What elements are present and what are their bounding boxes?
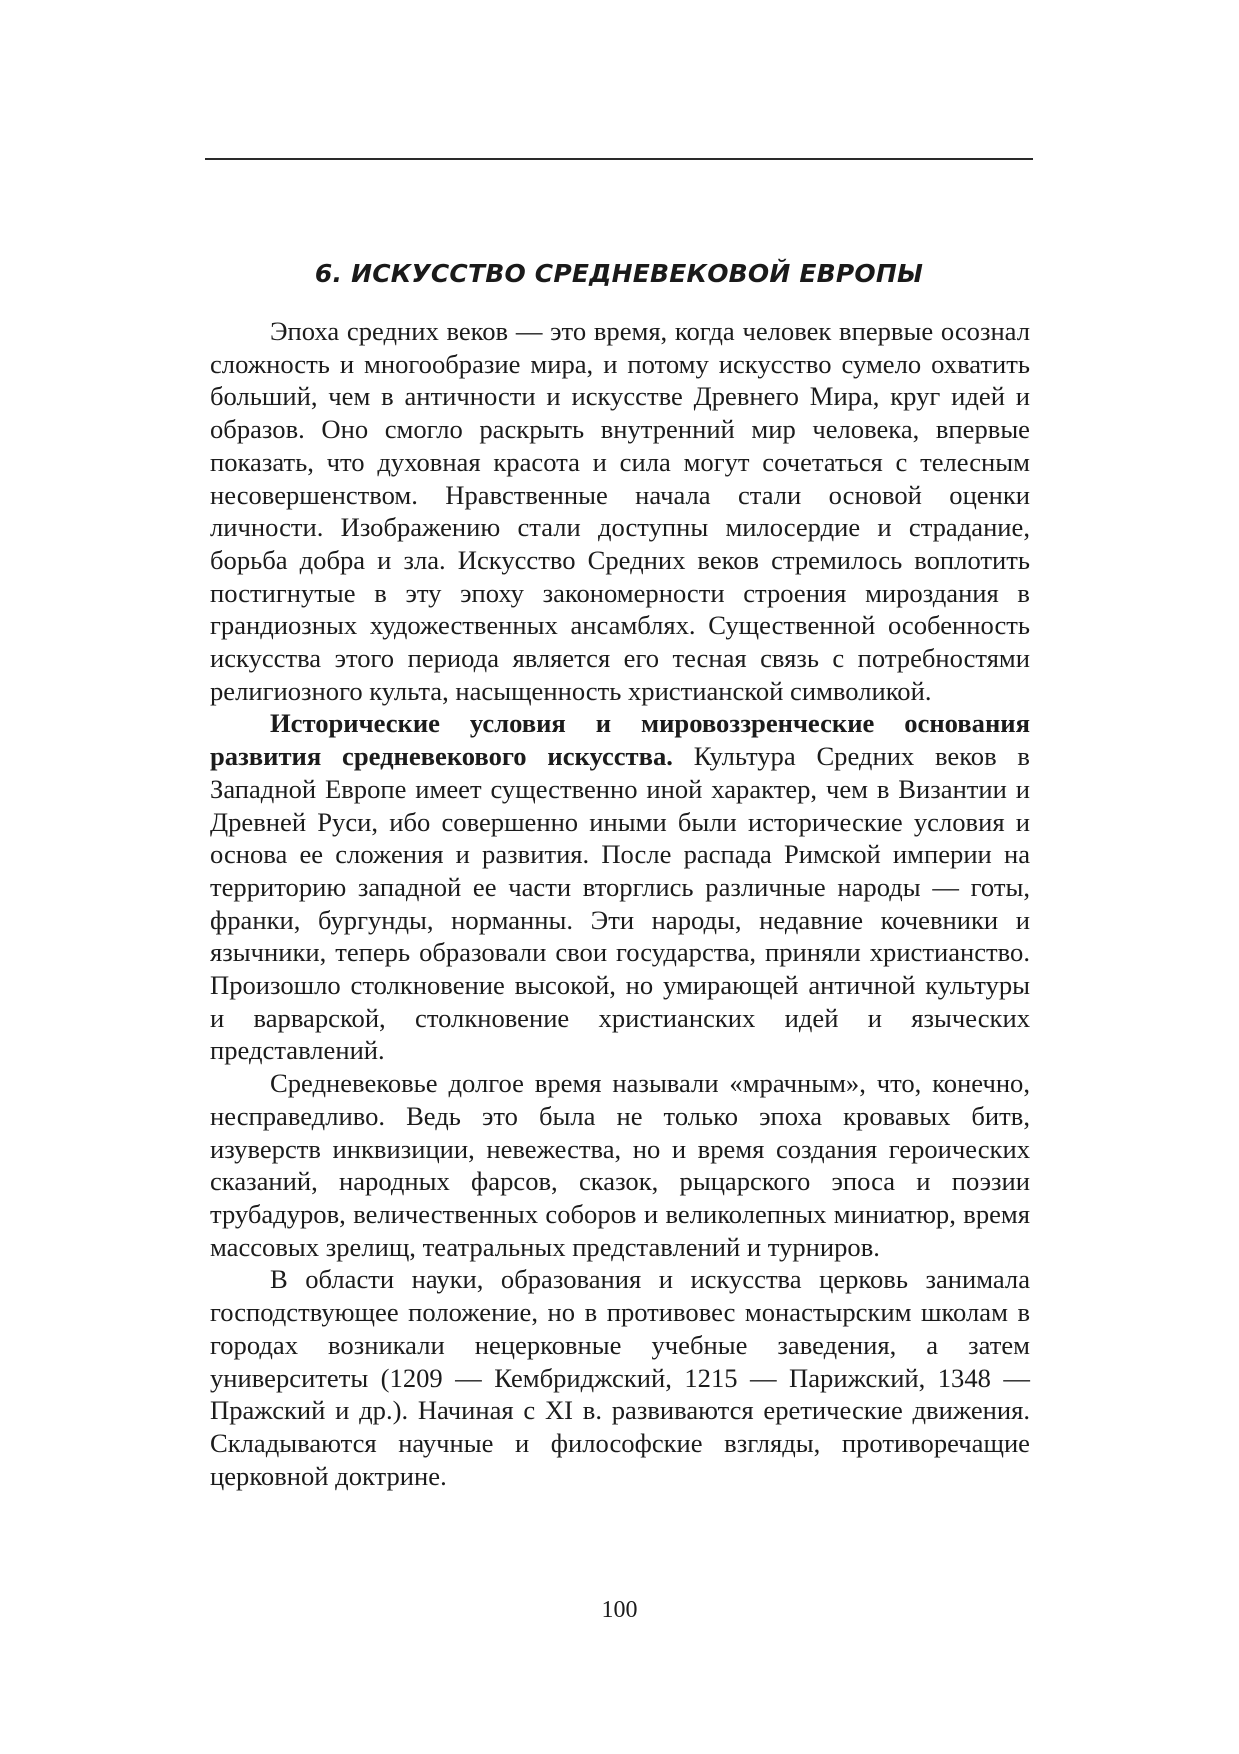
chapter-title: 6. ИСКУССТВО СРЕДНЕВЕКОВОЙ ЕВРОПЫ: [314, 259, 924, 288]
body-text: [210, 315, 1030, 1492]
paragraph-text: Культура Средних веков в Западной Европе имеет существенно иной характер, чем в Византии и Древней Руси, ибо совершенно иными были исторические условия и основа ее сложения и развития. После распада Римской империи на территорию западной ее части вторглись различные народы — готы, франки, бургунды, норманны. Эти народы, недавние кочевники и язычники, теперь образовали свои государства, приняли христианство. Произошло столкновение высокой, но умирающей античной культуры и варварской, столкновение христианских идей и языческих представлений.: [210, 741, 1030, 1066]
paragraph-intro: [210, 315, 1030, 707]
paragraph-lead: Исторические условия и мировоззренческие основания развития средневекового искусства.: [210, 708, 1030, 772]
paragraph-text: В области науки, образования и искусства церковь занимала господствующее положение, но в противовес монастырским школам в городах возникали нецерковные учебные заведения, а затем университеты (1209 — Кембриджский, 1215 — Парижский, 1348 — Пражский и др.). Начиная с XI в. развиваются еретические движения. Складываются научные и философские взгляды, противоречащие церковной доктрине.: [210, 1264, 1030, 1491]
paragraph-historical-conditions: [210, 707, 1030, 1067]
paragraph-text: Эпоха средних веков — это время, когда человек впервые осознал сложность и многообразие мира, и потому искусство сумело охватить больший, чем в античности и искусстве Древнего Мира, круг идей и образов. Оно смогло раскрыть внутренний мир человека, впервые показать, что духовная красота и сила могут сочетаться с телесным несовершенством. Нравственные начала стали основой оценки личности. Изображению стали доступны милосердие и страдание, борьба добра и зла. Искусство Средних веков стремилось воплотить постигнутые в эту эпоху закономерности строения мироздания в грандиозных художественных ансамблях. Существенной особенность искусства этого периода является его тесная связь с потребностями религиозного культа, насыщенность христианской символикой.: [210, 316, 1030, 706]
page-number: 100: [601, 1597, 638, 1623]
header-rule: [205, 158, 1033, 160]
paragraph-church-science: [210, 1263, 1030, 1492]
paragraph-text: Средневековье долгое время называли «мрачным», что, конечно, несправедливо. Ведь это была не только эпоха кровавых битв, изуверств инквизиции, невежества, но и время создания героических сказаний, народных фарсов, сказок, рыцарского эпоса и поэзии трубадуров, величественных соборов и великолепных миниатюр, время массовых зрелищ, театральных представлений и турниров.: [210, 1068, 1030, 1262]
paragraph-middle-ages: [210, 1067, 1030, 1263]
